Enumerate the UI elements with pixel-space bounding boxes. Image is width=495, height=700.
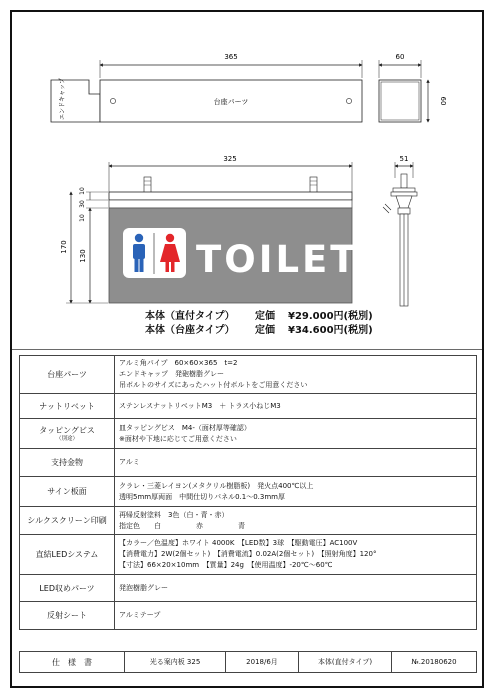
price-tag-1 (255, 307, 275, 322)
price-caption-1: 定価 (255, 311, 275, 322)
spec-value-line: 指定色 白 赤 青 (119, 521, 245, 530)
spec-table (19, 355, 477, 630)
footer-bar (19, 651, 477, 673)
spec-label: サイン板面 (47, 487, 87, 496)
spec-label-cell (20, 507, 115, 535)
dim-panel-height: 130 (79, 249, 87, 263)
spec-value-cell (115, 356, 477, 394)
spec-value-line: 【カラー／色温度】ホワイト 4000K 【LED数】3球 【駆動電圧】AC100V (119, 539, 358, 547)
spec-value-line: アルミテープ (119, 611, 161, 619)
spec-label: 反射シート (47, 611, 87, 620)
footer-number: №.20180620 (411, 658, 457, 666)
spec-row (20, 507, 477, 535)
spec-value-line: クラレ・三菱レイヨン(メタクリル樹脂板) 発火点400℃以上 (119, 481, 314, 490)
spec-row (20, 602, 477, 630)
spec-label: シルクスクリーン印刷 (27, 516, 107, 525)
price-label-1: 本体（直付タイプ） (145, 311, 235, 322)
footer-date: 2018/6月 (226, 652, 299, 672)
price-line-2 (145, 321, 235, 336)
spec-label-cell (20, 535, 115, 575)
spec-value-line: エンドキャップ 発砲樹脂グレー (119, 370, 224, 378)
dim-30: 30 (79, 200, 86, 208)
spec-label: 台座パーツ (47, 370, 87, 379)
base-side-outer (379, 80, 421, 122)
spec-value-cell (115, 419, 477, 449)
spec-row (20, 419, 477, 449)
spec-row (20, 449, 477, 477)
spec-label-cell (20, 449, 115, 477)
spec-value-cell (115, 477, 477, 507)
spec-value-cell (115, 575, 477, 602)
spec-value-line: 【寸法】66×20×10mm 【質量】24g 【使用温度】-20℃〜60℃ (119, 561, 333, 569)
base-hole-left (110, 98, 115, 103)
price-caption-2: 定価 (255, 325, 275, 336)
spec-label: LED収めパーツ (39, 583, 95, 593)
spec-row (20, 575, 477, 602)
spec-label-note: （別途） (55, 435, 78, 442)
dim-side-width: 51 (399, 155, 409, 163)
dim-10-b: 10 (79, 214, 86, 222)
spec-value-cell (115, 602, 477, 630)
spec-value-line: 皿タッピングビス M4-（面材厚等確認） (119, 423, 251, 432)
spec-value-line: 発泡樹脂グレー (119, 583, 168, 592)
price-label-2: 本体（台座タイプ） (145, 325, 235, 336)
dim-total-height: 170 (60, 240, 68, 254)
spec-label: 直結LEDシステム (35, 550, 99, 559)
spec-value-line: ※面材や下地に応じてご用意ください (119, 434, 237, 443)
spec-label: タッピングビス (39, 425, 95, 435)
spec-value-line: アルミ (119, 458, 140, 466)
dim-base-width: 365 (224, 53, 238, 61)
dim-base-side-height: 60 (439, 96, 447, 106)
spec-value-line: アルミ角パイプ 60×60×365 t=2 (119, 359, 238, 367)
spec-label-cell (20, 419, 115, 449)
price-value-1: ¥29.000円(税別) (288, 311, 373, 322)
price-value-1-wrap (288, 307, 373, 322)
footer-title: 仕 様 書 (20, 652, 125, 672)
spec-label-cell (20, 356, 115, 394)
spec-value-line: 透明5mm厚両面 中間仕切りパネル0.1〜0.3mm厚 (119, 492, 285, 501)
dim-panel-width: 325 (223, 155, 237, 163)
spec-row (20, 356, 477, 394)
end-cap-label: エンドキャップ (59, 77, 66, 120)
footer-type: 本体(直付タイプ) (299, 652, 392, 672)
spec-value-cell (115, 449, 477, 477)
spec-value-cell (115, 507, 477, 535)
price-value-2-wrap (288, 321, 373, 336)
spec-value-line: 再帰反射塗料 3色（白・青・赤） (119, 510, 229, 519)
price-line-1 (145, 307, 235, 322)
spec-label-cell (20, 602, 115, 630)
spec-label-cell (20, 394, 115, 419)
spec-value-line: ステンレスナットリベットM3 ＋ トラス小ねじM3 (119, 401, 281, 410)
spec-row (20, 477, 477, 507)
spec-value-line: 吊ボルトのサイズにあったハット付ボルトをご用意ください (119, 381, 308, 389)
base-parts-label: 台座パーツ (213, 98, 249, 106)
spec-label-cell (20, 575, 115, 602)
spec-label-cell (20, 477, 115, 507)
spec-row (20, 394, 477, 419)
side-view (383, 174, 417, 306)
toilet-sign-text: TOILET (196, 238, 359, 281)
price-tag-2 (255, 321, 275, 336)
dim-base-side: 60 (395, 53, 405, 61)
dim-top-10: 10 (79, 187, 86, 195)
top-rail (109, 192, 352, 200)
footer-product: 光る案内板 325 (125, 652, 226, 672)
spec-value-line: 【消費電力】2W(2個セット) 【消費電流】0.02A(2個セット) 【照射角度】120° (119, 550, 377, 558)
spec-row (20, 535, 477, 575)
spec-value-cell (115, 535, 477, 575)
price-value-2: ¥34.600円(税別) (288, 325, 373, 336)
base-hole-right (346, 98, 351, 103)
spec-label: 支持金物 (51, 458, 83, 467)
spec-value-cell (115, 394, 477, 419)
spec-label: ナットリベット (39, 401, 95, 411)
